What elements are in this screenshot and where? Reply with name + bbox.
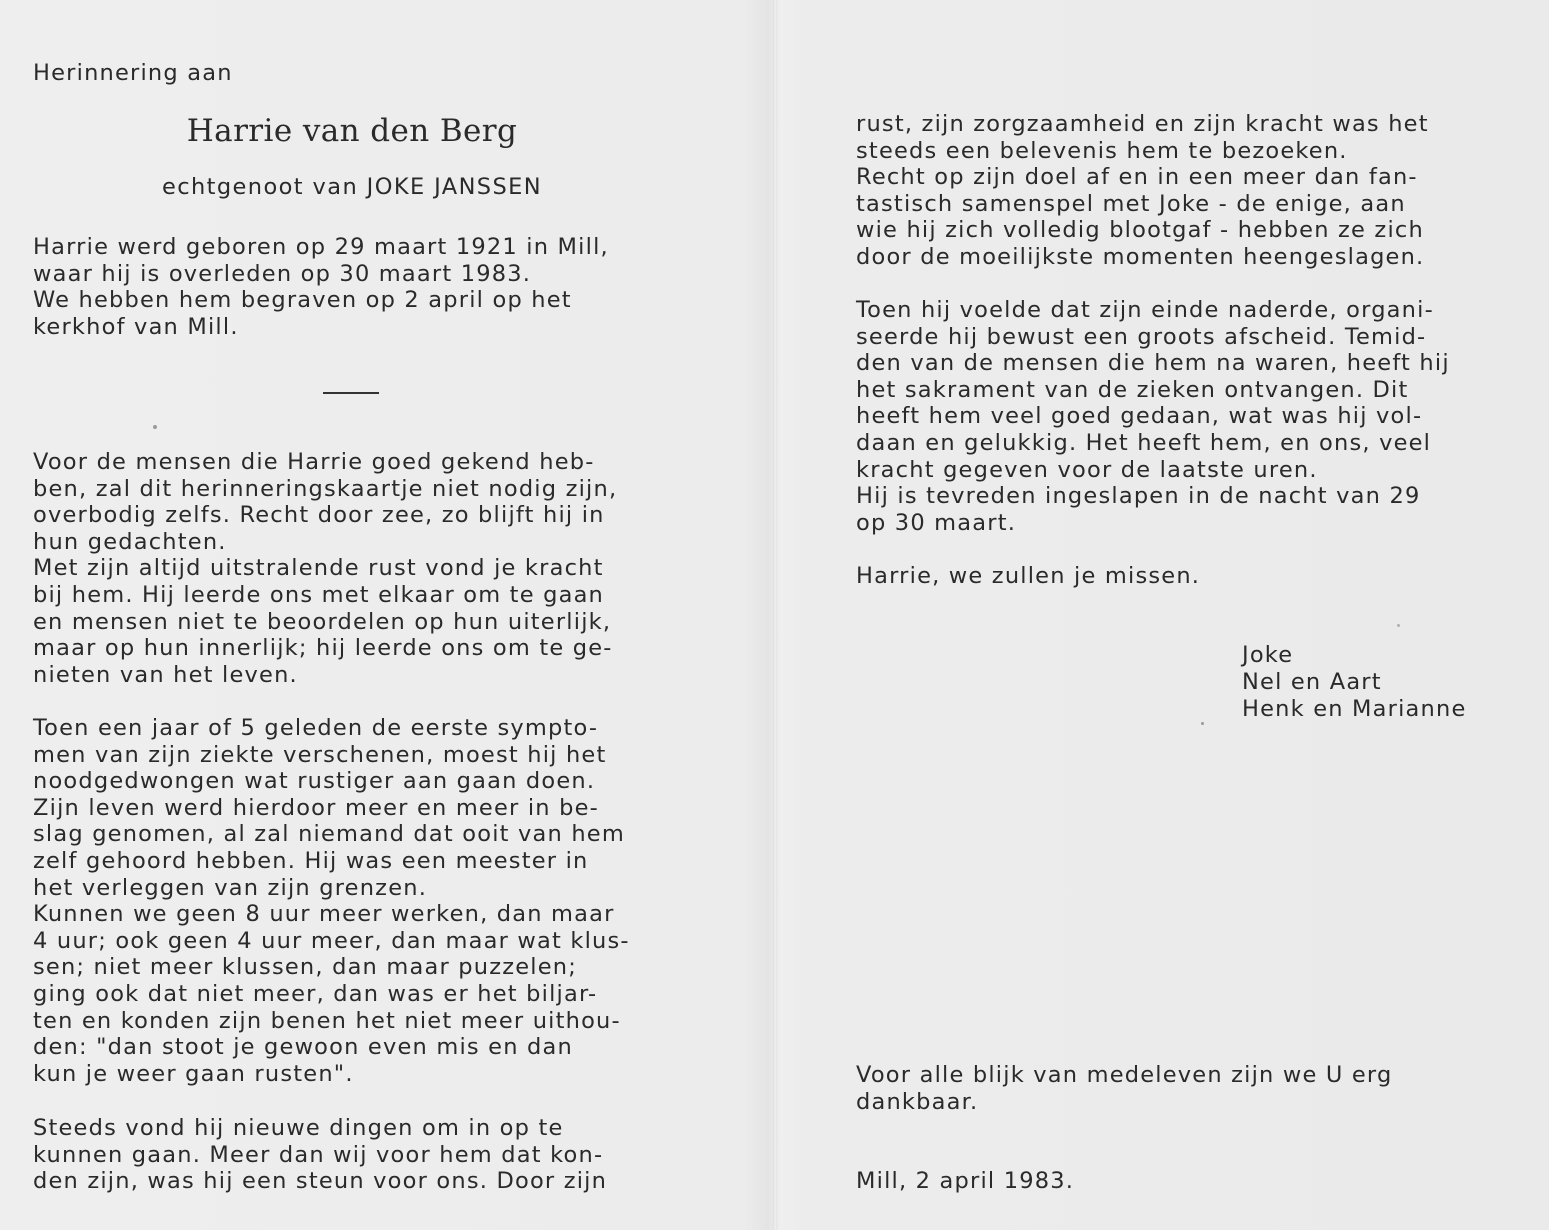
text-line: ging ook dat niet meer, dan was er het biljar-: [33, 980, 598, 1007]
text-line: kunnen gaan. Meer dan wij voor hem dat kon-: [33, 1141, 604, 1168]
spouse-line: echtgenoot van JOKE JANSSEN: [161, 174, 543, 200]
paragraph: [856, 297, 1494, 536]
place-date: [856, 1168, 1494, 1195]
text-line: rust, zijn zorgzaamheid en zijn kracht was het: [856, 111, 1429, 137]
text-line: Voor alle blijk van medeleven zijn we U erg: [856, 1062, 1393, 1088]
text-line: noodgedwongen wat rustiger aan gaan doen.: [33, 768, 596, 795]
text-line: den zijn, was hij een steun voor ons. Door zijn: [33, 1168, 608, 1195]
text-line: bij hem. Hij leerde ons met elkaar om te gaan: [33, 581, 605, 608]
farewell-line: [856, 563, 1494, 590]
text-line: slag genomen, al zal niemand dat ooit van hem: [33, 821, 625, 848]
text-line: overbodig zelfs. Recht door zee, zo blijft hij in: [33, 502, 605, 529]
text-line: Mill, 2 april 1983.: [856, 1168, 1075, 1194]
text-line: tastisch samenspel met Joke - de enige, aan: [856, 190, 1406, 217]
text-line: het verleggen van zijn grenzen.: [33, 874, 428, 901]
text-line: wie hij zich volledig blootgaf - hebben ze zich: [856, 217, 1424, 244]
text-line: den: "dan stoot je gewoon even mis en dan: [33, 1034, 573, 1061]
paper-speck: [153, 425, 157, 429]
paper-speck: [1201, 722, 1204, 725]
text-line: maar op hun innerlijk; hij leerde ons om te ge-: [33, 635, 613, 662]
text-line: Recht op zijn doel af en in een meer dan fan-: [856, 164, 1418, 191]
paragraph: [33, 449, 671, 688]
deceased-name: Harrie van den Berg: [186, 113, 518, 149]
paper-speck: [1397, 624, 1400, 627]
text-line: sen; niet meer klussen, dan maar puzzelen;: [33, 954, 578, 981]
signers-list: [1242, 642, 1502, 723]
text-line: Voor de mensen die Harrie goed gekend heb-: [33, 449, 595, 475]
text-line: Steeds vond hij nieuwe dingen om in op te: [33, 1115, 564, 1141]
signer-name: Joke: [1242, 642, 1294, 668]
paragraph: [33, 1115, 671, 1195]
text-line: ben, zal dit herinneringskaartje niet nodig zijn,: [33, 475, 618, 502]
text-line: steeds een belevenis hem te bezoeken.: [856, 137, 1348, 164]
text-line: door de moeilijkste momenten heengeslagen.: [856, 243, 1425, 270]
text-line: hun gedachten.: [33, 528, 227, 555]
text-line: waar hij is overleden op 30 maart 1983.: [33, 260, 532, 287]
birth-details: [33, 234, 671, 340]
text-line: Toen een jaar of 5 geleden de eerste sympto-: [33, 715, 599, 741]
fold-line: [772, 0, 778, 1230]
text-line: We hebben hem begraven op 2 april op het: [33, 287, 572, 314]
paragraph: [856, 111, 1494, 271]
thanks-note: [856, 1062, 1494, 1115]
left-page: [33, 58, 671, 1195]
text-line: kerkhof van Mill.: [33, 313, 239, 340]
text-line: nieten van het leven.: [33, 661, 298, 688]
text-line: 4 uur; ook geen 4 uur meer, dan maar wat klus-: [33, 927, 630, 954]
text-line: Hij is tevreden ingeslapen in de nacht van 29: [856, 483, 1421, 510]
intro-text: Herinnering aan: [33, 60, 233, 86]
text-line: den van de mensen die hem na waren, heeft hij: [856, 350, 1450, 377]
text-line: en mensen niet te beoordelen op hun uiterlijk,: [33, 608, 612, 635]
text-line: Kunnen we geen 8 uur meer werken, dan maar: [33, 901, 615, 928]
text-line: het sakrament van de zieken ontvangen. Dit: [856, 376, 1409, 403]
text-line: Harrie werd geboren op 29 maart 1921 in Mill,: [33, 234, 609, 260]
text-line: heeft hem veel goed gedaan, wat was hij vol-: [856, 403, 1423, 430]
text-line: Harrie, we zullen je missen.: [856, 563, 1201, 589]
text-line: seerde hij bewust een groots afscheid. Temid-: [856, 323, 1427, 350]
text-line: Met zijn altijd uitstralende rust vond je kracht: [33, 555, 604, 582]
signer-name: Henk en Marianne: [1242, 696, 1467, 722]
text-line: Toen hij voelde dat zijn einde naderde, organi-: [856, 297, 1434, 323]
text-line: ten en konden zijn benen het niet meer uithou-: [33, 1007, 621, 1034]
signer-name: Nel en Aart: [1242, 669, 1382, 695]
text-line: op 30 maart.: [856, 509, 1017, 536]
text-line: kun je weer gaan rusten".: [33, 1060, 354, 1087]
text-line: zelf gehoord hebben. Hij was een meester in: [33, 847, 589, 874]
separator-line: [323, 392, 379, 394]
text-line: kracht gegeven voor de laatste uren.: [856, 456, 1318, 483]
text-line: Zijn leven werd hierdoor meer en meer in be-: [33, 794, 599, 821]
text-line: daan en gelukkig. Het heeft hem, en ons, veel: [856, 429, 1432, 456]
text-line: dankbaar.: [856, 1088, 979, 1115]
text-line: men van zijn ziekte verschenen, moest hij het: [33, 741, 607, 768]
paragraph: [33, 715, 671, 1087]
